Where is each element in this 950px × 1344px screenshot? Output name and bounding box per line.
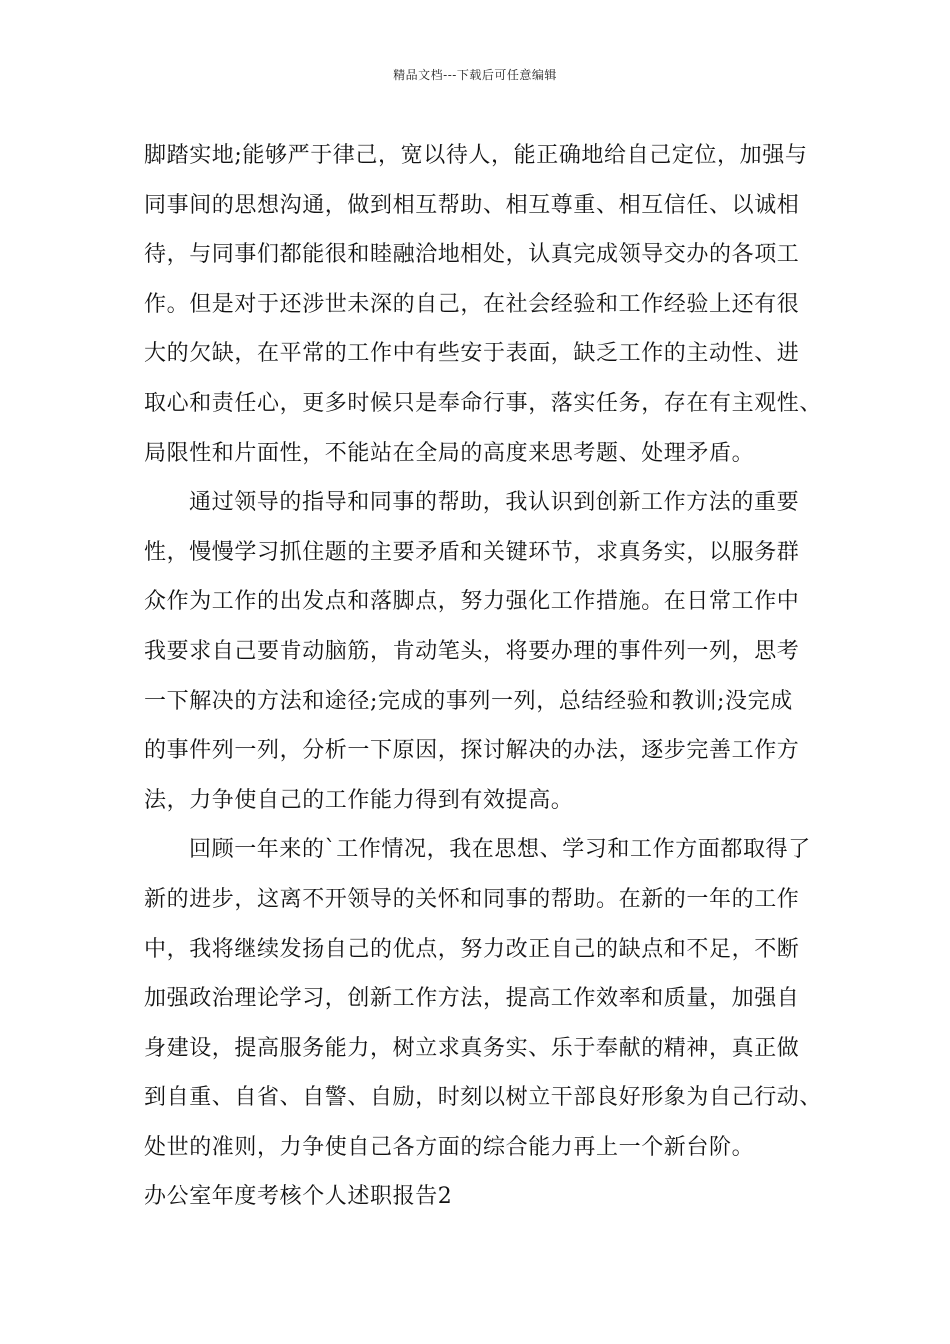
text-line: 中，我将继续发扬自己的优点，努力改正自己的缺点和不足，不断 [144, 936, 800, 962]
text-line: 众作为工作的出发点和落脚点，努力强化工作措施。在日常工作中 [144, 589, 800, 615]
text-line: 脚踏实地;能够严于律己，宽以待人，能正确地给自己定位，加强与 [144, 143, 808, 168]
text-line: 待，与同事们都能很和睦融洽地相处，认真完成领导交办的各项工 [144, 242, 800, 268]
text-line: 身建设，提高服务能力，树立求真务实、乐于奉献的精神，真正做 [144, 1035, 800, 1061]
paragraph-start-line: 回顾一年来的`工作情况，我在思想、学习和工作方面都取得了 [189, 837, 811, 863]
text-line: 加强政治理论学习，创新工作方法，提高工作效率和质量，加强自 [144, 986, 800, 1012]
text-line: 取心和责任心，更多时候只是奉命行事，落实任务，存在有主观性、 [144, 390, 823, 416]
text-line: 到自重、自省、自警、自励，时刻以树立干部良好形象为自己行动、 [144, 1085, 823, 1111]
text-line: 的事件列一列，分析一下原因，探讨解决的办法，逐步完善工作方 [144, 738, 800, 764]
text-line: 一下解决的方法和途径;完成的事列一列，总结经验和教训;没完成 [144, 688, 793, 714]
document-body [144, 131, 834, 1222]
text-line: 大的欠缺，在平常的工作中有些安于表面，缺乏工作的主动性、进 [144, 341, 800, 367]
text-line: 处世的准则，力争使自己各方面的综合能力再上一个新台阶。 [144, 1134, 755, 1160]
section-heading: 办公室年度考核个人述职报告2 [144, 1184, 453, 1210]
text-line: 同事间的思想沟通，做到相互帮助、相互尊重、相互信任、以诚相 [144, 192, 800, 218]
text-line: 新的进步，这离不开领导的关怀和同事的帮助。在新的一年的工作 [144, 886, 800, 912]
text-line: 法，力争使自己的工作能力得到有效提高。 [144, 787, 574, 813]
text-line: 局限性和片面性，不能站在全局的高度来思考题、处理矛盾。 [144, 440, 755, 466]
page-header: 精品文档---下载后可任意编辑 [393, 68, 557, 82]
text-line: 作。但是对于还涉世未深的自己，在社会经验和工作经验上还有很 [144, 291, 800, 317]
text-line: 我要求自己要肯动脑筋，肯动笔头，将要办理的事件列一列，思考 [144, 638, 800, 664]
paragraph-start-line: 通过领导的指导和同事的帮助，我认识到创新工作方法的重要 [189, 490, 800, 516]
text-line: 性，慢慢学习抓住题的主要矛盾和关键环节，求真务实，以服务群 [144, 539, 800, 565]
